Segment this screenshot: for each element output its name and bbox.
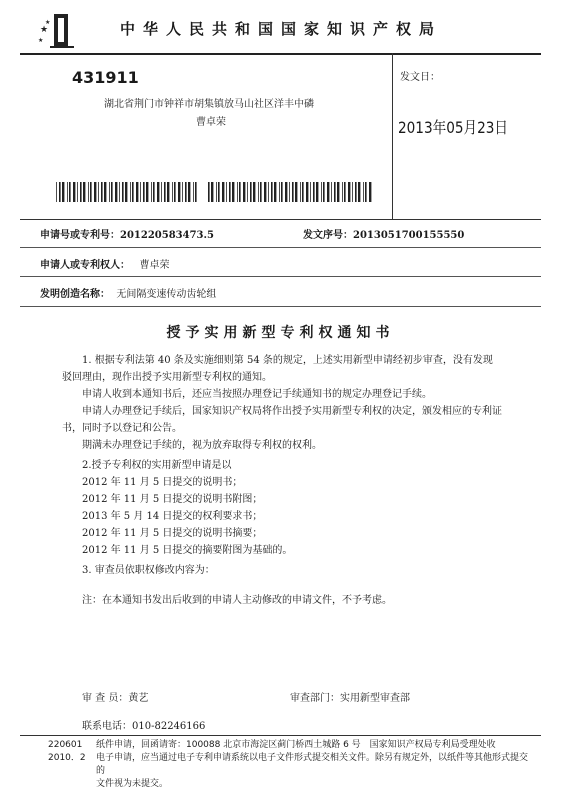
basis-item: 2012 年 11 月 5 日提交的说明书摘要； — [82, 528, 263, 539]
application-number: 201220583473.5 — [120, 230, 214, 241]
issue-date-label: 发文日： — [400, 72, 440, 83]
document-title: 授予实用新型专利权通知书 — [166, 325, 395, 341]
cnipa-logo — [36, 10, 80, 50]
paragraph-1: 1. 根据专利法第 40 条及实施细则第 54 条的规定，上述实用新型申请经初步审查，没有发现驳回理由，现作出授予实用新型专利权的通知。 — [62, 355, 493, 383]
footer-divider — [20, 735, 541, 736]
phone-label: 联系电话： — [82, 721, 132, 732]
section-3-title: 3. 审查员依职权修改内容为： — [82, 565, 215, 576]
examiner-line — [82, 689, 148, 704]
phone-number: 010-82246166 — [132, 721, 206, 732]
mailing-address: 湖北省荆门市钟祥市胡集镇放马山社区洋丰中磷 — [104, 99, 314, 110]
recipient-name: 曹卓荣 — [196, 117, 226, 128]
paragraph-4: 期满未办理登记手续的，视为放弃取得专利权的权利。 — [82, 440, 322, 451]
serial-number-label: 发文序号： — [303, 230, 353, 241]
row-divider — [20, 247, 541, 248]
department-label: 审查部门： — [290, 693, 340, 704]
examiner-name: 黄艺 — [128, 693, 149, 704]
application-number-label: 申请号或专利号： — [40, 230, 120, 241]
barcode-right — [208, 182, 372, 202]
applicant-name: 曹卓荣 — [139, 260, 170, 271]
header-divider — [20, 53, 541, 55]
applicant-row — [40, 256, 170, 271]
box-divider — [392, 53, 393, 219]
phone-line — [82, 717, 205, 732]
section-2-title: 2.授予专利权的实用新型申请是以 — [82, 460, 232, 471]
application-number-row — [40, 226, 214, 241]
row-divider — [20, 276, 541, 277]
basis-item: 2012 年 11 月 5 日提交的摘要附图为基础的。 — [82, 545, 293, 556]
department-name: 实用新型审查部 — [340, 693, 410, 704]
issue-date: 2013年05月23日 — [398, 118, 509, 137]
paragraph-3: 申请人办理登记手续后，国家知识产权局将作出授予实用新型专利权的决定，颁发相应的专利证书，同时予以登记和公告。 — [62, 406, 502, 434]
invention-label: 发明创造名称： — [40, 289, 110, 300]
department-line — [290, 689, 410, 704]
applicant-label: 申请人或专利权人： — [40, 260, 130, 271]
invention-row — [40, 285, 216, 300]
basis-item: 2013 年 5 月 14 日提交的权利要求书； — [82, 511, 263, 522]
footer-line-2: 电子申请，应当通过电子专利申请系统以电子文件形式提交相关文件。除另有规定外，以纸件等其他形式提交的 — [96, 753, 529, 776]
examiner-label: 审 查 员： — [82, 693, 129, 704]
basis-section — [62, 457, 502, 559]
serial-number-row — [303, 226, 464, 241]
note-section — [62, 592, 502, 609]
basis-item: 2012 年 11 月 5 日提交的说明书； — [82, 477, 243, 488]
form-version: 2010．2 — [48, 753, 86, 763]
invention-title: 无间隔变速传动齿轮组 — [116, 289, 217, 300]
footer-line-1: 纸件申请，回函请寄：100088 北京市海淀区蓟门桥西土城路 6 号 国家知识产权局专利局受理处收 — [96, 740, 496, 750]
footer-line-3: 文件视为未提交。 — [96, 779, 169, 789]
row-divider — [20, 306, 541, 307]
postal-code: 431911 — [72, 68, 139, 87]
note-text: 注：在本通知书发出后收到的申请人主动修改的申请文件，不予考虑。 — [82, 595, 392, 606]
svg-text:★: ★ — [40, 25, 49, 35]
serial-number: 2013051700155550 — [353, 230, 465, 241]
section-3 — [62, 562, 502, 579]
agency-title: 中华人民共和国国家知识产权局 — [120, 20, 443, 38]
notice-body — [62, 352, 502, 454]
footer-instructions — [96, 739, 536, 791]
paragraph-2: 申请人收到本通知书后，还应当按照办理登记手续通知书的规定办理登记手续。 — [82, 389, 432, 400]
box-bottom-line — [20, 219, 541, 220]
svg-text:★: ★ — [45, 19, 51, 26]
basis-item: 2012 年 11 月 5 日提交的说明书附图； — [82, 494, 263, 505]
svg-text:★: ★ — [38, 37, 44, 44]
form-code: 220601 — [48, 740, 83, 750]
barcode-left — [56, 182, 200, 202]
